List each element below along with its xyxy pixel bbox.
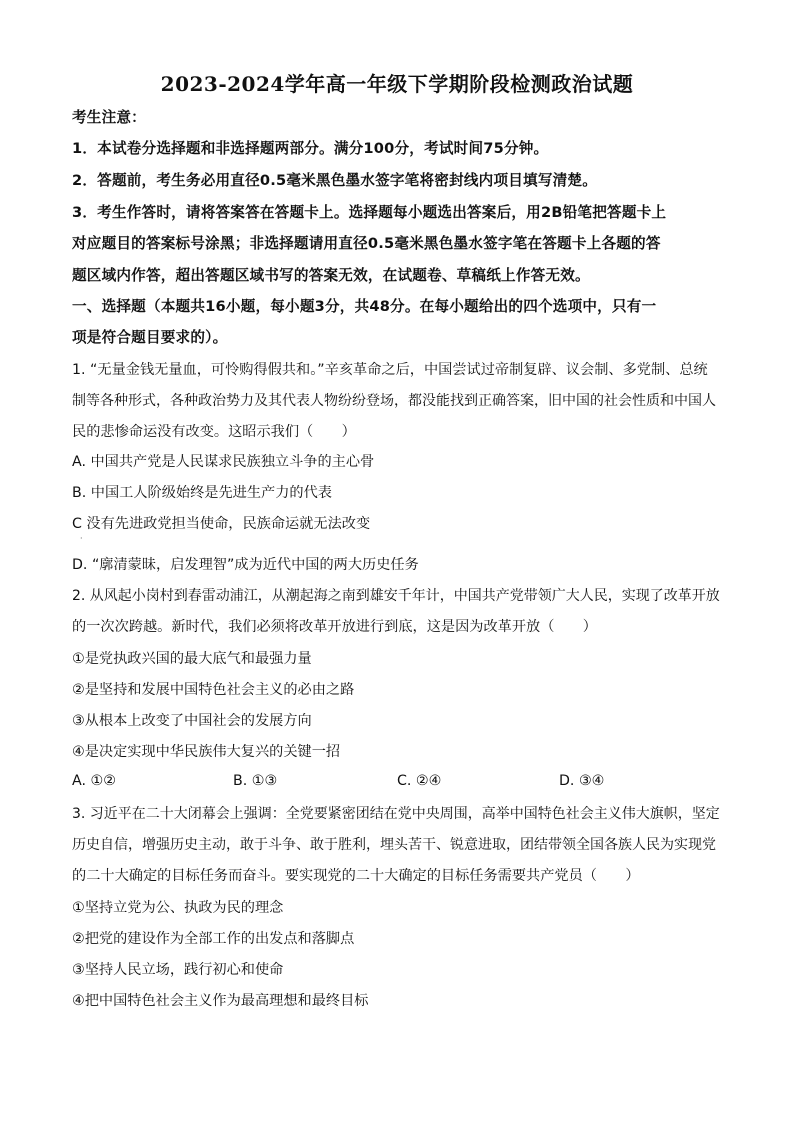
q3-item-3: ③坚持人民立场，践行初心和使命 bbox=[72, 962, 284, 978]
q3-item-2: ②把党的建设作为全部工作的出发点和落脚点 bbox=[72, 931, 355, 947]
q1-stem-line-3: 民的悲惨命运没有改变。这昭示我们（ ） bbox=[72, 424, 356, 440]
q2-item-2: ②是坚持和发展中国特色社会主义的必由之路 bbox=[72, 682, 355, 698]
section-heading-cont: 项是符合题目要求的）。 bbox=[72, 329, 228, 346]
notice-item-3: 3．考生作答时，请将答案答在答题卡上。选择题每小题选出答案后，用2B铅笔把答题卡上 bbox=[72, 204, 667, 221]
q2-choice-d: D. ③④ bbox=[559, 773, 605, 789]
q1-option-b: B. 中国工人阶级始终是先进生产力的代表 bbox=[72, 485, 332, 501]
stray-dot-mark: · bbox=[80, 534, 83, 543]
q1-option-c: C 没有先进政党担当使命，民族命运就无法改变 bbox=[72, 516, 371, 532]
q2-choice-b: B. ①③ bbox=[233, 773, 278, 789]
q2-stem-line-1: 2. 从风起小岗村到春雷动浦江，从潮起海之南到雄安千年计，中国共产党带领广大人民，实现了改革开放 bbox=[72, 588, 720, 604]
q3-stem-line-3: 的二十大确定的目标任务而奋斗。要实现党的二十大确定的目标任务需要共产党员（ ） bbox=[72, 868, 640, 884]
section-heading: 一、选择题（本题共16小题，每小题3分，共48分。在每小题给出的四个选项中，只有一 bbox=[72, 298, 657, 315]
q2-item-1: ①是党执政兴国的最大底气和最强力量 bbox=[72, 651, 312, 667]
notice-heading: 考生注意： bbox=[72, 109, 146, 126]
q1-stem-line-2: 制等各种形式，各种政治势力及其代表人物纷纷登场，都没能找到正确答案，旧中国的社会性质和中国人 bbox=[72, 393, 716, 409]
q2-stem-line-2: 的一次次跨越。新时代，我们必须将改革开放进行到底，这是因为改革开放（ ） bbox=[72, 619, 597, 635]
q1-option-d: D. “廓清蒙昧，启发理智”成为近代中国的两大历史任务 bbox=[72, 557, 419, 573]
q2-item-3: ③从根本上改变了中国社会的发展方向 bbox=[72, 713, 312, 729]
q3-stem-line-1: 3. 习近平在二十大闭幕会上强调：全党要紧密团结在党中央周围，高举中国特色社会主义伟大旗帜，坚定 bbox=[72, 806, 720, 822]
q2-item-4: ④是决定实现中华民族伟大复兴的关键一招 bbox=[72, 744, 341, 760]
notice-item-1: 1．本试卷分选择题和非选择题两部分。满分100分，考试时间75分钟。 bbox=[72, 140, 549, 157]
q1-stem-line-1: 1. “无量金钱无量血，可怜购得假共和。”辛亥革命之后，中国尝试过帝制复辟、议会制、多党制、总统 bbox=[72, 362, 708, 378]
q2-choice-a: A. ①② bbox=[72, 773, 116, 789]
q2-choices bbox=[72, 773, 724, 793]
q3-stem-line-2: 历史自信，增强历史主动，敢于斗争、敢于胜利，埋头苦干、锐意进取，团结带领全国各族人民为实现党 bbox=[72, 837, 716, 853]
q2-choice-c: C. ②④ bbox=[397, 773, 442, 789]
notice-item-3-cont-1: 对应题目的答案标号涂黑；非选择题请用直径0.5毫米黑色墨水签字笔在答题卡上各题的答 bbox=[72, 235, 661, 252]
q1-option-a: A. 中国共产党是人民谋求民族独立斗争的主心骨 bbox=[72, 454, 375, 470]
q3-item-4: ④把中国特色社会主义作为最高理想和最终目标 bbox=[72, 993, 369, 1009]
notice-item-3-cont-2: 题区域内作答，超出答题区域书写的答案无效，在试题卷、草稿纸上作答无效。 bbox=[72, 267, 590, 284]
notice-item-2: 2．答题前，考生务必用直径0.5毫米黑色墨水签字笔将密封线内项目填写清楚。 bbox=[72, 172, 598, 189]
page-title: 2023-2024学年高一年级下学期阶段检测政治试题 bbox=[160, 72, 634, 96]
q3-item-1: ①坚持立党为公、执政为民的理念 bbox=[72, 900, 284, 916]
